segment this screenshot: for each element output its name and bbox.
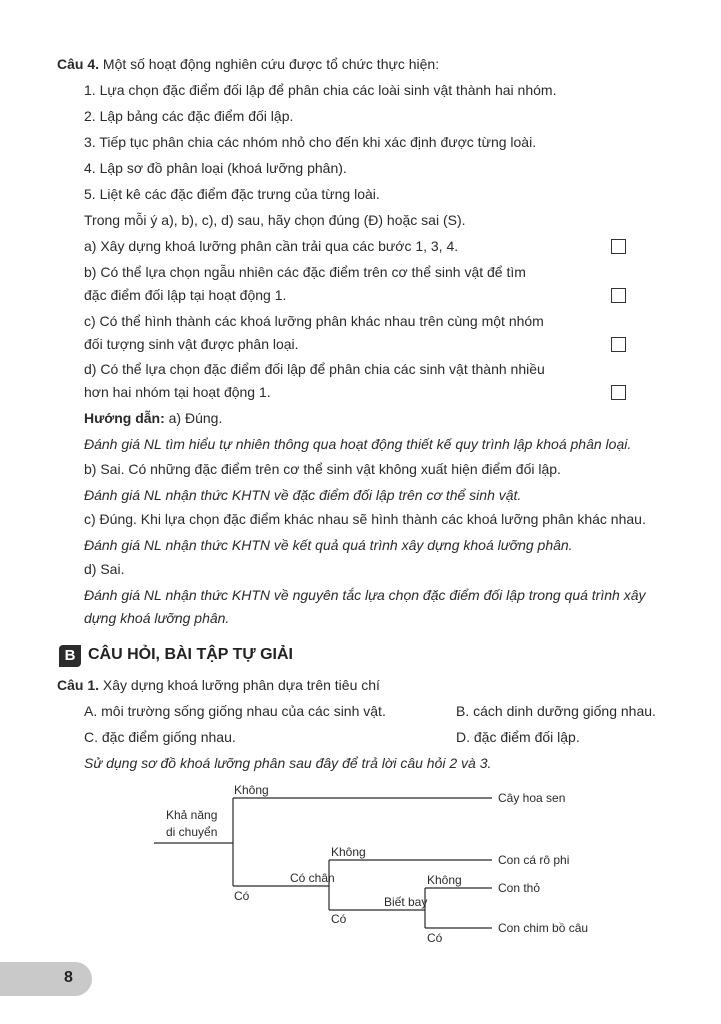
section-b-badge: B <box>59 645 81 667</box>
key-node-1-line2: di chuyển <box>166 825 218 839</box>
cau1-label: Câu 1. <box>57 677 100 693</box>
guide-b: b) Sai. Có những đặc điểm trên cơ thể sinh vật không xuất hiện điểm đối lập. <box>84 461 561 477</box>
key-no-3: Không <box>427 873 462 887</box>
guide-a-note: Đánh giá NL tìm hiểu tự nhiên thông qua hoạt động thiết kế quy trình lập khoá phân loại. <box>84 436 632 452</box>
guide-d-note-line2: dựng khoá lưỡng phân. <box>84 610 230 626</box>
cau1-option-c: C. đặc điểm giống nhau. <box>84 729 236 745</box>
section-b-title: CÂU HỎI, BÀI TẬP TỰ GIẢI <box>88 646 293 663</box>
option-a: a) Xây dựng khoá lưỡng phân cần trải qua các bước 1, 3, 4. <box>84 238 459 254</box>
key-leaf-1: Cây hoa sen <box>498 791 566 805</box>
page-number-tab <box>0 962 92 996</box>
diagram-instruction: Sử dụng sơ đồ khoá lưỡng phân sau đây để trả lời câu hỏi 2 và 3. <box>84 755 492 771</box>
cau1-option-d: D. đặc điểm đối lập. <box>456 729 580 745</box>
cau1-prompt: Xây dựng khoá lưỡng phân dựa trên tiêu chí <box>102 677 380 693</box>
cau1-option-a: A. môi trường sống giống nhau của các sinh vật. <box>84 703 386 719</box>
key-yes-1: Có <box>234 889 250 903</box>
option-c-line1: c) Có thể hình thành các khoá lưỡng phân khác nhau trên cùng một nhóm <box>84 313 544 329</box>
instruction: Trong mỗi ý a), b), c), d) sau, hãy chọn đúng (Đ) hoặc sai (S). <box>84 212 466 228</box>
key-yes-2: Có <box>331 912 347 926</box>
key-yes-3: Có <box>427 931 443 945</box>
guide-c: c) Đúng. Khi lựa chọn đặc điểm khác nhau sẽ hình thành các khoá lưỡng phân khác nhau. <box>84 511 646 527</box>
cau4-prompt: Một số hoạt động nghiên cứu được tổ chức thực hiện: <box>102 56 440 72</box>
step-1: 1. Lựa chọn đặc điểm đối lập để phân chia các loài sinh vật thành hai nhóm. <box>84 82 557 98</box>
option-d-line2: hơn hai nhóm tại hoạt động 1. <box>84 384 271 400</box>
key-leaf-4: Con chim bồ câu <box>498 921 589 935</box>
key-leaf-3: Con thỏ <box>498 881 541 895</box>
step-2: 2. Lập bảng các đặc điểm đối lập. <box>84 108 294 124</box>
guide-b-note: Đánh giá NL nhận thức KHTN về đặc điểm đối lập trên cơ thể sinh vật. <box>84 487 522 503</box>
key-node-3: Biết bay <box>384 895 428 909</box>
guide-d: d) Sai. <box>84 561 125 577</box>
key-node-1-line1: Khả năng <box>166 808 218 822</box>
cau1-option-b: B. cách dinh dưỡng giống nhau. <box>456 703 656 719</box>
page-number: 8 <box>64 969 73 986</box>
guide-c-note: Đánh giá NL nhận thức KHTN về kết quả quá trình xây dựng khoá lưỡng phân. <box>84 537 573 553</box>
key-node-2: Có chân <box>290 871 335 885</box>
cau4-label: Câu 4. <box>57 56 100 72</box>
key-leaf-2: Con cá rô phi <box>498 853 570 867</box>
guide-a-answer: a) Đúng. <box>168 410 223 426</box>
guide-d-note-line1: Đánh giá NL nhận thức KHTN về nguyên tắc lựa chọn đặc điểm đối lập trong quá trình xây <box>84 587 646 603</box>
step-3: 3. Tiếp tục phân chia các nhóm nhỏ cho đến khi xác định được từng loài. <box>84 134 537 150</box>
key-no-1: Không <box>234 783 269 797</box>
option-b-line1: b) Có thể lựa chọn ngẫu nhiên các đặc điểm trên cơ thể sinh vật để tìm <box>84 264 526 280</box>
step-4: 4. Lập sơ đồ phân loại (khoá lưỡng phân). <box>84 160 347 176</box>
key-no-2: Không <box>331 845 366 859</box>
step-5: 5. Liệt kê các đặc điểm đặc trưng của từng loài. <box>84 186 380 202</box>
option-c-line2: đối tượng sinh vật được phân loại. <box>84 336 299 352</box>
option-d-line1: d) Có thể lựa chọn đặc điểm đối lập để phân chia các sinh vật thành nhiều <box>84 361 545 377</box>
guide-label: Hướng dẫn: <box>84 410 165 426</box>
option-b-line2: đặc điểm đối lập tại hoạt động 1. <box>84 287 287 303</box>
